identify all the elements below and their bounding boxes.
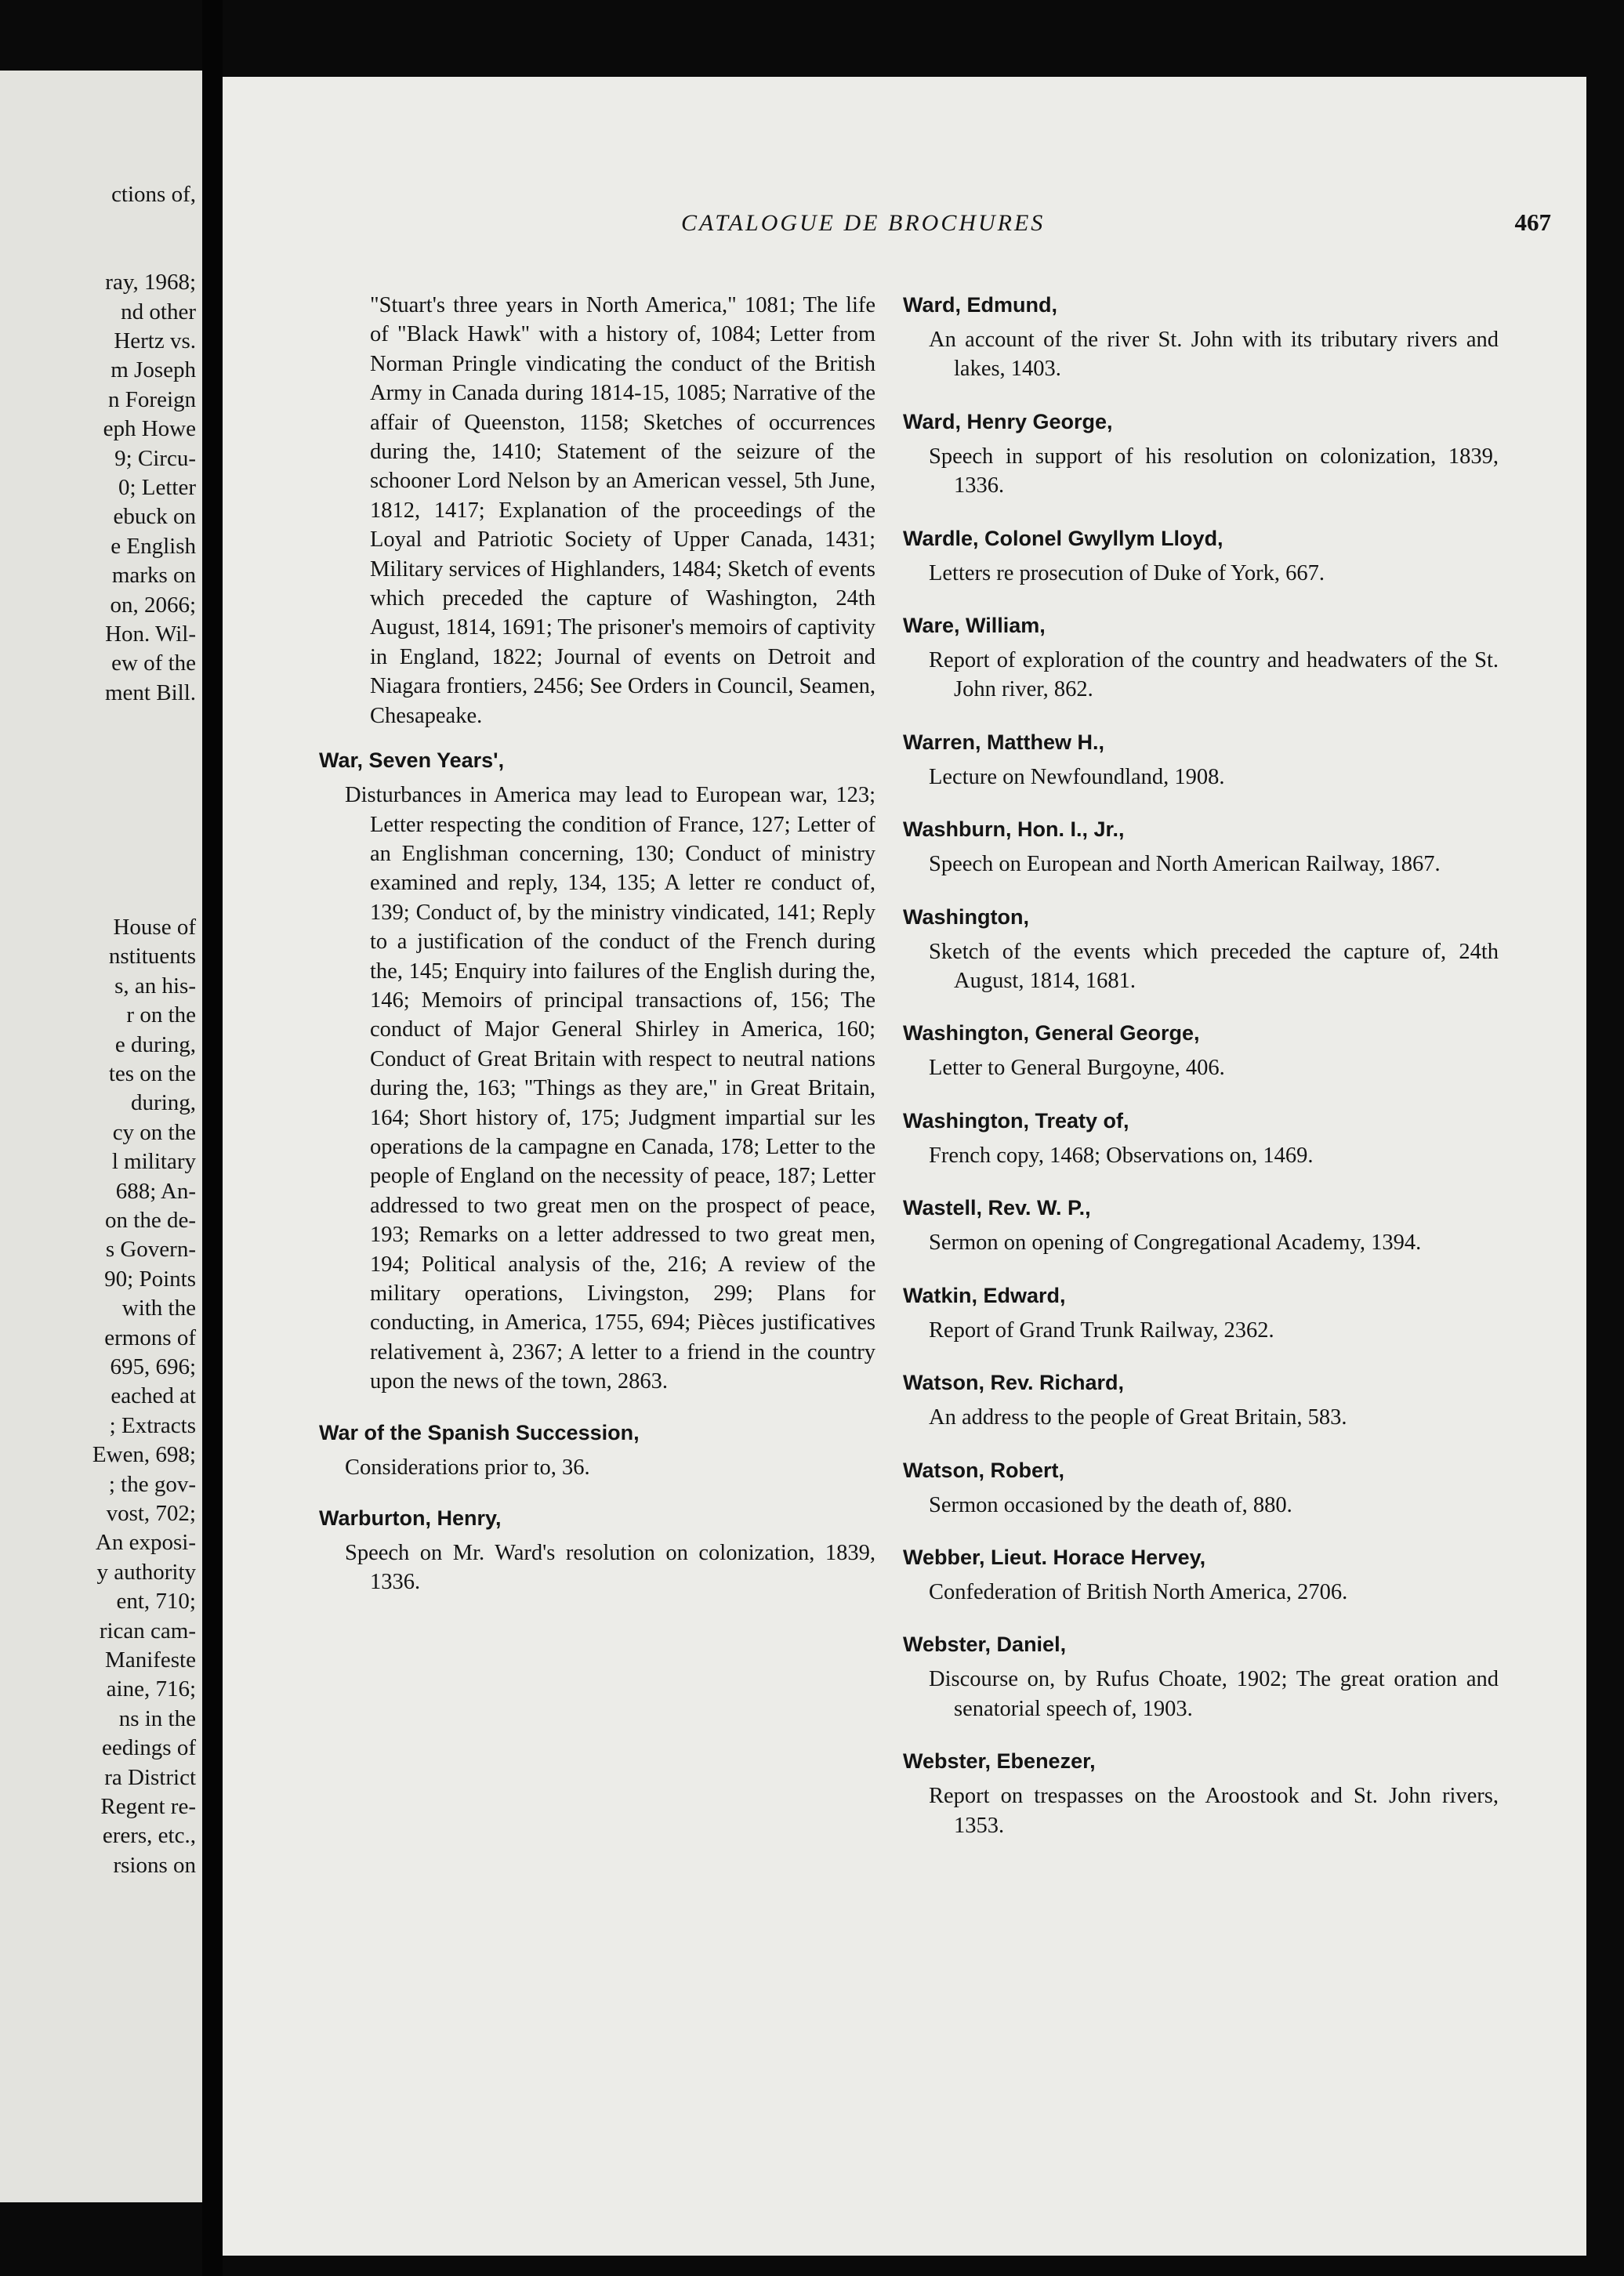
prev-page-line: ns in the — [118, 1705, 196, 1731]
entry-heading: Webster, Daniel, — [903, 1633, 1067, 1657]
prev-page-line: ra District — [104, 1764, 196, 1790]
entry-heading: Ward, Edmund, — [903, 293, 1057, 317]
prev-page-line: s, an his- — [114, 973, 196, 998]
entry-heading: Watson, Robert, — [903, 1458, 1064, 1482]
catalogue-entry — [319, 746, 875, 1397]
catalogue-entry — [903, 1630, 1499, 1723]
entry-heading: War of the Spanish Succession, — [319, 1420, 640, 1444]
catalogue-entry — [903, 1747, 1499, 1840]
catalogue-entry — [903, 524, 1499, 588]
prev-page-line: Hertz vs. — [114, 328, 196, 353]
page-header — [223, 210, 1586, 249]
catalogue-entry — [903, 815, 1499, 879]
prev-page-line: ermons of — [104, 1325, 196, 1350]
prev-page-line: ment Bill. — [105, 680, 196, 705]
right-entries — [903, 291, 1499, 1840]
prev-page-line: ctions of, — [111, 182, 196, 207]
prev-page-line: s Govern- — [105, 1237, 196, 1263]
entry-heading: Webster, Ebenezer, — [903, 1749, 1096, 1774]
entry-text: Sketch of the events which preceded the capture of, 24th August, 1814, 1681. — [929, 939, 1499, 994]
catalogue-page — [223, 77, 1586, 2256]
catalogue-entry — [903, 1019, 1499, 1082]
entry-heading: Watkin, Edward, — [903, 1283, 1066, 1307]
prev-page-line: eached at — [111, 1383, 196, 1409]
prev-page-line: cy on the — [112, 1119, 196, 1145]
prev-page-line: ; the gov- — [108, 1471, 196, 1497]
entry-heading: Watson, Rev. Richard, — [903, 1371, 1125, 1395]
entry-text: Report on trespasses on the Aroostook and St. John rivers, 1353. — [929, 1784, 1499, 1838]
entry-text: An address to the people of Great Britain, 583. — [929, 1405, 1347, 1430]
previous-page-edge — [0, 71, 202, 2202]
prev-page-line: rsions on — [113, 1852, 196, 1878]
entry-text: French copy, 1468; Observations on, 1469. — [929, 1143, 1314, 1168]
prev-page-line: eph Howe — [103, 416, 196, 442]
prev-page-line: nd other — [121, 299, 196, 324]
entry-heading: Ward, Henry George, — [903, 409, 1113, 433]
prev-page-line: y authority — [96, 1559, 196, 1585]
entry-heading: Washington, General George, — [903, 1021, 1200, 1046]
entry-heading: Warren, Matthew H., — [903, 730, 1105, 754]
catalogue-entry — [903, 1368, 1499, 1432]
catalogue-entry — [903, 728, 1499, 792]
catalogue-entry — [903, 408, 1499, 501]
prev-page-line: on the de- — [105, 1208, 196, 1233]
entry-text: "Stuart's three years in North America," 1081; The life of "Black Hawk" with a history of, 1084; Letter from Norman Pringle vindicating the conduct of the British Army in Canada during 1814-15, 1085; Narrative of the affair of Queenston, 1158; Sketches of occurrences during the, 1410; Statement of the seizure of the schooner Lord Nelson by an American vessel, 5th June, 1812, 1417; Explanation of the proceedings of the Loyal and Patriotic Society of Upper Canada, 1431; Military services of Highlanders, 1484; Sketch of events which preceded the capture of Washington, 24th August, 1814, 1691; The prisoner's memoirs of captivity in England, 1822; Journal of events on Detroit and Niagara frontiers, 2456; See Orders in Council, Seamen, Chesapeake. — [370, 293, 875, 728]
prev-page-line: House of — [113, 915, 196, 940]
entry-text: Speech on Mr. Ward's resolution on colonization, 1839, 1336. — [345, 1541, 875, 1595]
entry-heading: Washington, Treaty of, — [903, 1108, 1129, 1133]
prev-page-line: with the — [121, 1296, 196, 1321]
entry-text: Disturbances in America may lead to European war, 123; Letter respecting the condition of France, 127; Letter of an Englishman concerning, 130; Conduct of ministry examined and reply, 134, 135; A letter re conduct of, 139; Conduct of, by the ministry vindicated, 141; Reply to a justification of the conduct of the French during the, 145; Enquiry into failures of the English during the, 146; Memoirs of principal transactions of, 156; The conduct of Major General Shirley in America, 160; Conduct of Great Britain with respect to neutral nations during the, 163; "Things as they are," in Great Britain, 164; Short history of, 175; Judgment impartial sur les operations de la campagne en Canada, 178; Letter to the people of England on the necessity of peace, 187; Letter addressed to two great men on the prospect of peace, 193; Remarks on a letter addressed to two great men, 194; Political analysis of the, 216; A review of the military operations, Livingston, 299; Plans for conducting, in America, 1755, 694; Pièces justificatives relativement à, 2367; A letter to a friend in the country upon the news of the town, 2863. — [345, 783, 875, 1394]
left-entries — [319, 746, 875, 1597]
prev-page-line: ew of the — [111, 651, 196, 676]
running-title: CATALOGUE DE BROCHURES — [681, 210, 1046, 236]
entry-text: Discourse on, by Rufus Choate, 1902; The great oration and senatorial speech of, 1903. — [929, 1667, 1499, 1721]
prev-page-line: marks on — [111, 563, 196, 589]
entry-heading: Warburton, Henry, — [319, 1506, 502, 1531]
prev-page-line: eedings of — [102, 1735, 196, 1761]
continuation-entry — [319, 291, 875, 730]
entry-heading: Ware, William, — [903, 614, 1046, 638]
entry-text: Confederation of British North America, 2706. — [929, 1579, 1348, 1604]
prev-page-line: on, 2066; — [110, 592, 196, 618]
prev-page-line: Ewen, 698; — [92, 1442, 196, 1468]
prev-page-line: ray, 1968; — [105, 270, 196, 295]
prev-page-line: m Joseph — [111, 357, 196, 383]
prev-page-line: 9; Circu- — [114, 445, 196, 471]
prev-page-line: Hon. Wil- — [105, 622, 196, 647]
prev-page-line: e English — [111, 533, 196, 559]
prev-page-line: 90; Points — [104, 1266, 196, 1292]
entry-heading: Wardle, Colonel Gwyllym Lloyd, — [903, 526, 1223, 550]
entry-text: Lecture on Newfoundland, 1908. — [929, 764, 1225, 789]
catalogue-entry — [903, 291, 1499, 384]
entry-heading: Washburn, Hon. I., Jr., — [903, 817, 1125, 842]
right-column — [903, 291, 1499, 1864]
catalogue-entry — [903, 1543, 1499, 1607]
prev-page-line: Manifeste — [105, 1647, 196, 1673]
entry-text: Sermon occasioned by the death of, 880. — [929, 1492, 1292, 1517]
entry-text: Report of exploration of the country and headwaters of the St. John river, 862. — [929, 648, 1499, 702]
prev-page-line: erers, etc., — [102, 1823, 196, 1849]
entry-text: Sermon on opening of Congregational Academy, 1394. — [929, 1230, 1422, 1256]
entry-text: Letter to General Burgoyne, 406. — [929, 1056, 1225, 1081]
entry-text: Letters re prosecution of Duke of York, 667. — [929, 560, 1325, 585]
prev-page-line: ; Extracts — [109, 1412, 196, 1438]
prev-page-line: r on the — [126, 1002, 196, 1028]
entry-text: An account of the river St. John with its tributary rivers and lakes, 1403. — [929, 328, 1499, 382]
prev-page-line: 688; An- — [115, 1178, 196, 1204]
page-number: 467 — [1514, 208, 1551, 236]
prev-page-line: rican cam- — [99, 1618, 196, 1644]
entry-text: Speech in support of his resolution on colonization, 1839, 1336. — [929, 444, 1499, 498]
entry-heading: Webber, Lieut. Horace Hervey, — [903, 1545, 1206, 1569]
entry-text: Speech on European and North American Railway, 1867. — [929, 852, 1441, 877]
prev-page-line: ebuck on — [113, 504, 196, 530]
catalogue-entry — [903, 903, 1499, 996]
catalogue-entry — [903, 1281, 1499, 1345]
catalogue-entry — [319, 1504, 875, 1597]
prev-page-line: 0; Letter — [118, 475, 196, 500]
entry-heading: War, Seven Years', — [319, 748, 505, 773]
catalogue-entry — [903, 1107, 1499, 1170]
prev-page-line: e during, — [114, 1031, 196, 1057]
catalogue-entry — [903, 1456, 1499, 1520]
prev-page-line: An exposi- — [95, 1530, 196, 1556]
catalogue-entry — [319, 1419, 875, 1482]
entry-text: Report of Grand Trunk Railway, 2362. — [929, 1317, 1274, 1343]
entry-heading: Washington, — [903, 904, 1029, 929]
prev-page-line: ent, 710; — [116, 1589, 196, 1615]
prev-page-line: tes on the — [108, 1061, 196, 1086]
prev-page-line: nstituents — [108, 944, 196, 969]
prev-page-line: l military — [111, 1149, 196, 1175]
prev-page-line: during, — [131, 1090, 196, 1116]
prev-page-line: n Foreign — [108, 386, 196, 412]
entry-text: Considerations prior to, 36. — [345, 1455, 590, 1480]
prev-page-line: aine, 716; — [106, 1676, 196, 1702]
book-gutter — [202, 0, 223, 2276]
catalogue-entry — [903, 1194, 1499, 1257]
entry-heading: Wastell, Rev. W. P., — [903, 1196, 1091, 1220]
prev-page-line: 695, 696; — [110, 1354, 196, 1379]
prev-page-line: Regent re- — [100, 1794, 196, 1819]
left-column — [319, 291, 875, 1619]
prev-page-line: vost, 702; — [106, 1501, 196, 1526]
catalogue-entry — [903, 611, 1499, 705]
